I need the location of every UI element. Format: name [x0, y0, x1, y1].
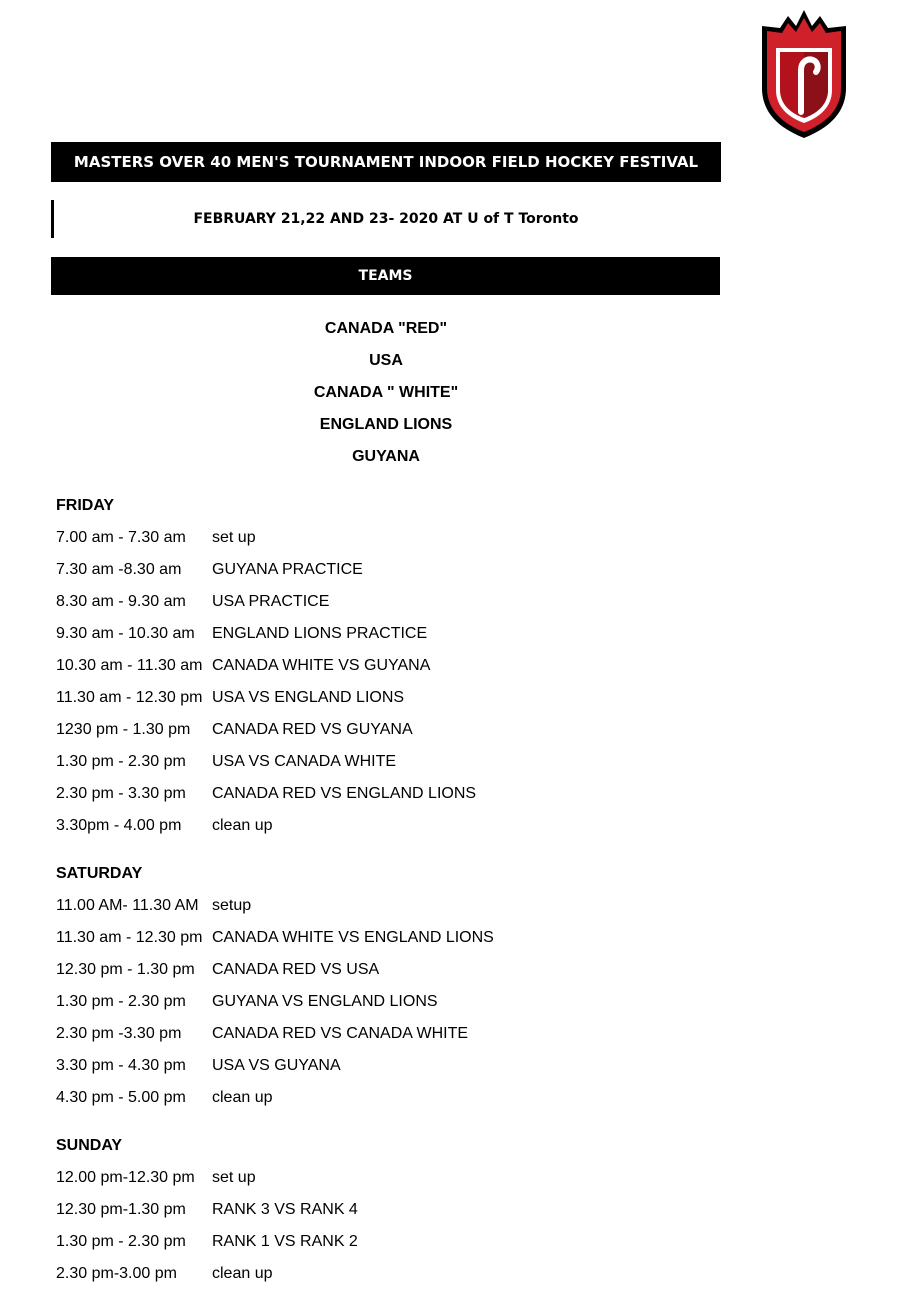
- schedule: [56, 490, 696, 1290]
- day-heading-sunday: SUNDAY: [56, 1137, 123, 1154]
- schedule-row: [56, 1050, 696, 1082]
- slot-time: 2.30 pm-3.00 pm: [56, 1265, 177, 1282]
- slot-time: 11.00 AM- 11.30 AM: [56, 897, 199, 914]
- schedule-row: [56, 778, 696, 810]
- date-location-line: [51, 200, 721, 238]
- schedule-row: [56, 922, 696, 954]
- schedule-row: [56, 554, 696, 586]
- schedule-row: [56, 954, 696, 986]
- team-item: CANADA "RED": [324, 320, 448, 337]
- slot-time: 11.30 am - 12.30 pm: [56, 929, 203, 946]
- teams-list: [51, 313, 721, 473]
- slot-time: 11.30 am - 12.30 pm: [56, 689, 203, 706]
- team-item: GUYANA: [352, 448, 420, 465]
- slot-event: set up: [212, 529, 256, 546]
- slot-time: 1.30 pm - 2.30 pm: [56, 1233, 186, 1250]
- teams-heading: TEAMS: [358, 268, 413, 284]
- slot-event: USA VS GUYANA: [212, 1057, 341, 1074]
- slot-event: CANADA RED VS ENGLAND LIONS: [212, 785, 477, 802]
- slot-time: 9.30 am - 10.30 am: [56, 625, 195, 642]
- schedule-row: [56, 1258, 696, 1290]
- slot-time: 12.30 pm-1.30 pm: [56, 1201, 186, 1218]
- slot-event: USA VS ENGLAND LIONS: [212, 689, 405, 706]
- slot-time: 12.00 pm-12.30 pm: [56, 1169, 195, 1186]
- slot-time: 2.30 pm -3.30 pm: [56, 1025, 182, 1042]
- slot-event: CANADA RED VS GUYANA: [212, 721, 413, 738]
- schedule-row: [56, 1226, 696, 1258]
- slot-event: GUYANA PRACTICE: [212, 561, 363, 578]
- slot-event: GUYANA VS ENGLAND LIONS: [212, 993, 438, 1010]
- schedule-row: [56, 1162, 696, 1194]
- tournament-title: MASTERS OVER 40 MEN'S TOURNAMENT INDOOR FIELD HOCKEY FESTIVAL: [73, 153, 699, 171]
- slot-event: ENGLAND LIONS PRACTICE: [212, 625, 428, 642]
- schedule-row: [56, 682, 696, 714]
- slot-time: 7.30 am -8.30 am: [56, 561, 182, 578]
- schedule-row: [56, 810, 696, 842]
- left-border-marker: [51, 200, 54, 238]
- slot-time: 4.30 pm - 5.00 pm: [56, 1089, 186, 1106]
- slot-event: CANADA WHITE VS GUYANA: [212, 657, 431, 674]
- slot-event: clean up: [212, 1265, 273, 1282]
- slot-time: 12.30 pm - 1.30 pm: [56, 961, 195, 978]
- slot-time: 10.30 am - 11.30 am: [56, 657, 203, 674]
- slot-event: set up: [212, 1169, 256, 1186]
- slot-event: USA VS CANADA WHITE: [212, 753, 397, 770]
- slot-time: 7.00 am - 7.30 am: [56, 529, 186, 546]
- slot-time: 3.30pm - 4.00 pm: [56, 817, 182, 834]
- schedule-row: [56, 618, 696, 650]
- slot-event: CANADA WHITE VS ENGLAND LIONS: [212, 929, 494, 946]
- day-heading-saturday: SATURDAY: [56, 865, 143, 882]
- teams-heading-bar: [51, 257, 720, 295]
- slot-event: CANADA RED VS CANADA WHITE: [212, 1025, 469, 1042]
- schedule-row: [56, 1194, 696, 1226]
- tournament-title-bar: [51, 142, 721, 182]
- schedule-row: [56, 714, 696, 746]
- slot-time: 1.30 pm - 2.30 pm: [56, 993, 186, 1010]
- slot-event: CANADA RED VS USA: [212, 961, 380, 978]
- slot-time: 2.30 pm - 3.30 pm: [56, 785, 186, 802]
- date-location-text: FEBRUARY 21,22 AND 23- 2020 AT U of T Toronto: [193, 211, 579, 227]
- slot-event: setup: [212, 897, 252, 914]
- team-item: ENGLAND LIONS: [319, 416, 453, 433]
- schedule-row: [56, 890, 696, 922]
- slot-time: 3.30 pm - 4.30 pm: [56, 1057, 186, 1074]
- slot-time: 1230 pm - 1.30 pm: [56, 721, 191, 738]
- slot-time: 1.30 pm - 2.30 pm: [56, 753, 186, 770]
- team-item: CANADA " WHITE": [313, 384, 459, 401]
- schedule-row: [56, 986, 696, 1018]
- schedule-row: [56, 1082, 696, 1114]
- slot-event: clean up: [212, 817, 273, 834]
- slot-event: clean up: [212, 1089, 273, 1106]
- schedule-row: [56, 586, 696, 618]
- schedule-row: [56, 1018, 696, 1050]
- schedule-row: [56, 650, 696, 682]
- slot-event: RANK 1 VS RANK 2: [212, 1233, 358, 1250]
- team-item: USA: [369, 352, 403, 369]
- slot-time: 8.30 am - 9.30 am: [56, 593, 186, 610]
- slot-event: USA PRACTICE: [212, 593, 330, 610]
- schedule-row: [56, 522, 696, 554]
- schedule-row: [56, 746, 696, 778]
- hockey-crest-logo: [758, 8, 850, 140]
- slot-event: RANK 3 VS RANK 4: [212, 1201, 358, 1218]
- day-heading-friday: FRIDAY: [56, 497, 115, 514]
